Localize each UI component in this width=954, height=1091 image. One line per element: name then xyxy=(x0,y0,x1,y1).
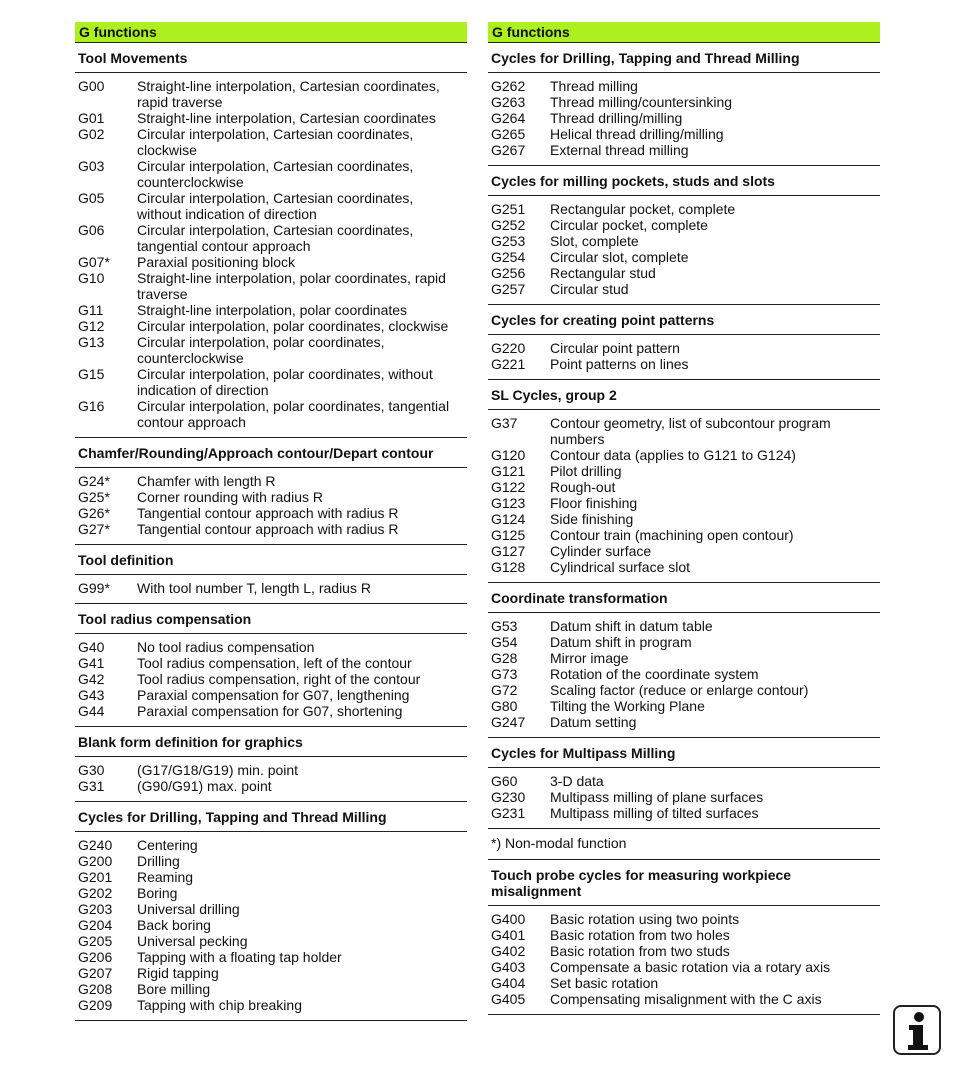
function-code: G230 xyxy=(491,789,526,805)
function-code: G40 xyxy=(78,639,105,655)
function-code: G251 xyxy=(491,201,526,217)
section-body xyxy=(75,757,467,802)
function-row xyxy=(75,110,467,126)
left-banner: G functions xyxy=(75,22,467,43)
function-description: Circular interpolation, Cartesian coordinates, tangential contour approach xyxy=(137,222,414,254)
function-code: G25* xyxy=(78,489,110,505)
function-row xyxy=(488,773,880,789)
function-description: Tapping with a floating tap holder xyxy=(137,949,342,965)
function-description: Compensating misalignment with the C axis xyxy=(550,991,822,1007)
function-row xyxy=(488,650,880,666)
function-row xyxy=(75,655,467,671)
footnote: *) Non-modal function xyxy=(488,829,880,860)
function-row xyxy=(488,618,880,634)
function-code: G31 xyxy=(78,778,105,794)
function-row xyxy=(488,110,880,126)
function-description: Circular interpolation, Cartesian coordinates, clockwise xyxy=(137,126,414,158)
function-description: Contour train (machining open contour) xyxy=(550,527,794,543)
function-description: Datum setting xyxy=(550,714,637,730)
function-description: Centering xyxy=(137,837,198,853)
function-description: Multipass milling of plane surfaces xyxy=(550,789,764,805)
function-row xyxy=(75,270,467,302)
function-row xyxy=(488,249,880,265)
function-row xyxy=(488,789,880,805)
function-description: Datum shift in datum table xyxy=(550,618,713,634)
function-code: G37 xyxy=(491,415,518,431)
function-description: No tool radius compensation xyxy=(137,639,315,655)
function-description: Rough-out xyxy=(550,479,616,495)
function-code: G221 xyxy=(491,356,526,372)
function-description: Contour data (applies to G121 to G124) xyxy=(550,447,796,463)
section-title: Tool radius compensation xyxy=(75,604,467,634)
function-row xyxy=(75,505,467,521)
function-description: Tool radius compensation, left of the contour xyxy=(137,655,412,671)
function-code: G209 xyxy=(78,997,113,1013)
function-code: G06 xyxy=(78,222,105,238)
function-description: Straight-line interpolation, polar coordinates xyxy=(137,302,408,318)
function-row xyxy=(75,853,467,869)
function-code: G01 xyxy=(78,110,105,126)
function-code: G73 xyxy=(491,666,518,682)
function-row xyxy=(488,666,880,682)
function-code: G202 xyxy=(78,885,113,901)
function-code: G247 xyxy=(491,714,526,730)
function-code: G72 xyxy=(491,682,518,698)
function-code: G265 xyxy=(491,126,526,142)
function-row xyxy=(75,762,467,778)
function-code: G201 xyxy=(78,869,113,885)
function-code: G15 xyxy=(78,366,105,382)
function-row xyxy=(488,356,880,372)
function-description: Helical thread drilling/milling xyxy=(550,126,724,142)
function-description: Circular interpolation, polar coordinates, without indication of direction xyxy=(137,366,433,398)
function-code: G401 xyxy=(491,927,526,943)
function-description: Circular pocket, complete xyxy=(550,217,708,233)
function-code: G206 xyxy=(78,949,113,965)
function-row xyxy=(75,366,467,398)
function-code: G07* xyxy=(78,254,110,270)
function-row xyxy=(488,634,880,650)
function-row xyxy=(75,521,467,537)
function-row xyxy=(75,126,467,158)
function-code: G264 xyxy=(491,110,526,126)
function-code: G99* xyxy=(78,580,110,596)
function-row xyxy=(488,805,880,821)
function-code: G00 xyxy=(78,78,105,94)
function-row xyxy=(75,997,467,1013)
function-row xyxy=(488,927,880,943)
function-row xyxy=(488,943,880,959)
function-description: Datum shift in program xyxy=(550,634,692,650)
section-body xyxy=(75,634,467,727)
function-description: Basic rotation from two holes xyxy=(550,927,730,943)
function-code: G257 xyxy=(491,281,526,297)
function-description: Basic rotation from two studs xyxy=(550,943,730,959)
function-description: Floor finishing xyxy=(550,495,638,511)
function-description: Compensate a basic rotation via a rotary axis xyxy=(550,959,831,975)
function-row xyxy=(488,975,880,991)
section-title: Touch probe cycles for measuring workpiece misalignment xyxy=(488,860,880,906)
info-icon xyxy=(893,1005,941,1055)
function-description: Thread drilling/milling xyxy=(550,110,683,126)
function-row xyxy=(488,415,880,447)
function-description: Universal drilling xyxy=(137,901,240,917)
function-row xyxy=(75,398,467,430)
function-code: G03 xyxy=(78,158,105,174)
function-row xyxy=(75,222,467,254)
function-description: Set basic rotation xyxy=(550,975,659,991)
function-code: G30 xyxy=(78,762,105,778)
function-code: G253 xyxy=(491,233,526,249)
function-description: Paraxial compensation for G07, shortening xyxy=(137,703,403,719)
function-code: G26* xyxy=(78,505,110,521)
function-code: G122 xyxy=(491,479,526,495)
touch-probe-section xyxy=(488,860,880,1015)
function-row xyxy=(75,254,467,270)
function-row xyxy=(488,447,880,463)
function-code: G127 xyxy=(491,543,526,559)
function-code: G16 xyxy=(78,398,105,414)
function-row xyxy=(75,473,467,489)
function-description: Tangential contour approach with radius R xyxy=(137,521,399,537)
function-description: Multipass milling of tilted surfaces xyxy=(550,805,759,821)
function-row xyxy=(75,334,467,366)
function-code: G44 xyxy=(78,703,105,719)
section-title: Cycles for milling pockets, studs and slots xyxy=(488,166,880,196)
function-description: Circular interpolation, polar coordinates, clockwise xyxy=(137,318,449,334)
function-code: G240 xyxy=(78,837,113,853)
function-description: Thread milling xyxy=(550,78,638,94)
function-description: Rotation of the coordinate system xyxy=(550,666,759,682)
function-code: G27* xyxy=(78,521,110,537)
section-title: Cycles for creating point patterns xyxy=(488,305,880,335)
function-code: G254 xyxy=(491,249,526,265)
function-row xyxy=(488,265,880,281)
section-title: Blank form definition for graphics xyxy=(75,727,467,757)
function-code: G262 xyxy=(491,78,526,94)
function-description: Tool radius compensation, right of the contour xyxy=(137,671,421,687)
function-code: G200 xyxy=(78,853,113,869)
function-row xyxy=(75,489,467,505)
function-code: G24* xyxy=(78,473,110,489)
function-description: Basic rotation using two points xyxy=(550,911,740,927)
section-body xyxy=(75,575,467,604)
function-code: G405 xyxy=(491,991,526,1007)
function-code: G02 xyxy=(78,126,105,142)
function-code: G220 xyxy=(491,340,526,356)
function-description: Corner rounding with radius R xyxy=(137,489,323,505)
function-row xyxy=(75,78,467,110)
section-title: Cycles for Drilling, Tapping and Thread Milling xyxy=(75,802,467,832)
function-code: G11 xyxy=(78,302,104,318)
right-sections xyxy=(488,43,880,829)
function-description: Circular point pattern xyxy=(550,340,680,356)
function-code: G13 xyxy=(78,334,105,350)
function-code: G12 xyxy=(78,318,105,334)
function-code: G267 xyxy=(491,142,526,158)
function-row xyxy=(488,911,880,927)
section-body xyxy=(488,335,880,380)
left-column xyxy=(75,22,467,1021)
function-row xyxy=(488,543,880,559)
function-code: G128 xyxy=(491,559,526,575)
function-row xyxy=(75,949,467,965)
function-description: With tool number T, length L, radius R xyxy=(137,580,371,596)
right-banner: G functions xyxy=(488,22,880,43)
section-body xyxy=(488,613,880,738)
section-title: Coordinate transformation xyxy=(488,583,880,613)
function-description: Contour geometry, list of subcontour program numbers xyxy=(550,415,831,447)
function-description: Cylindrical surface slot xyxy=(550,559,691,575)
function-description: Cylinder surface xyxy=(550,543,652,559)
function-row xyxy=(488,527,880,543)
section-title: Cycles for Drilling, Tapping and Thread Milling xyxy=(488,43,880,73)
section-body xyxy=(488,196,880,305)
function-description: Thread milling/countersinking xyxy=(550,94,733,110)
function-code: G263 xyxy=(491,94,526,110)
function-description: Slot, complete xyxy=(550,233,639,249)
function-description: (G17/G18/G19) min. point xyxy=(137,762,299,778)
function-row xyxy=(488,340,880,356)
function-row xyxy=(75,837,467,853)
function-description: Straight-line interpolation, polar coordinates, rapid traverse xyxy=(137,270,446,302)
function-description: Circular interpolation, Cartesian coordinates, without indication of direction xyxy=(137,190,414,222)
function-row xyxy=(75,580,467,596)
section-body xyxy=(75,73,467,438)
function-description: Rigid tapping xyxy=(137,965,219,981)
function-row xyxy=(488,698,880,714)
section-body xyxy=(75,468,467,545)
function-description: Pilot drilling xyxy=(550,463,622,479)
function-code: G403 xyxy=(491,959,526,975)
function-row xyxy=(75,981,467,997)
function-row xyxy=(488,495,880,511)
section-title: Cycles for Multipass Milling xyxy=(488,738,880,768)
section-body xyxy=(75,832,467,1021)
function-description: Circular interpolation, Cartesian coordinates, counterclockwise xyxy=(137,158,414,190)
function-row xyxy=(488,463,880,479)
function-description: Drilling xyxy=(137,853,180,869)
function-row xyxy=(488,78,880,94)
function-row xyxy=(488,142,880,158)
function-description: Rectangular pocket, complete xyxy=(550,201,736,217)
function-row xyxy=(75,671,467,687)
function-row xyxy=(488,281,880,297)
function-description: Universal pecking xyxy=(137,933,248,949)
function-description: Straight-line interpolation, Cartesian coordinates, rapid traverse xyxy=(137,78,440,110)
function-code: G203 xyxy=(78,901,113,917)
function-description: Circular slot, complete xyxy=(550,249,689,265)
function-code: G252 xyxy=(491,217,526,233)
function-row xyxy=(488,126,880,142)
function-code: G43 xyxy=(78,687,105,703)
function-row xyxy=(75,190,467,222)
function-row xyxy=(75,885,467,901)
function-row xyxy=(75,158,467,190)
function-description: Scaling factor (reduce or enlarge contour) xyxy=(550,682,809,698)
function-code: G121 xyxy=(491,463,526,479)
function-row xyxy=(75,318,467,334)
function-code: G54 xyxy=(491,634,518,650)
function-row xyxy=(75,703,467,719)
function-row xyxy=(488,682,880,698)
section-body xyxy=(488,906,880,1015)
function-description: Paraxial compensation for G07, lengthening xyxy=(137,687,410,703)
function-row xyxy=(488,94,880,110)
section-body xyxy=(488,768,880,829)
function-description: Tapping with chip breaking xyxy=(137,997,302,1013)
function-row xyxy=(488,959,880,975)
function-description: Mirror image xyxy=(550,650,629,666)
function-code: G42 xyxy=(78,671,105,687)
function-description: Tangential contour approach with radius R xyxy=(137,505,399,521)
function-description: Tilting the Working Plane xyxy=(550,698,705,714)
function-code: G120 xyxy=(491,447,526,463)
function-row xyxy=(488,991,880,1007)
function-description: Circular interpolation, polar coordinates, tangential contour approach xyxy=(137,398,450,430)
function-row xyxy=(488,714,880,730)
function-row xyxy=(75,901,467,917)
section-title: Tool Movements xyxy=(75,43,467,73)
function-code: G05 xyxy=(78,190,105,206)
section-body xyxy=(488,410,880,583)
function-code: G231 xyxy=(491,805,526,821)
function-row xyxy=(75,869,467,885)
function-code: G125 xyxy=(491,527,526,543)
function-row xyxy=(488,479,880,495)
section-title: Tool definition xyxy=(75,545,467,575)
function-description: External thread milling xyxy=(550,142,689,158)
function-row xyxy=(75,933,467,949)
function-description: Paraxial positioning block xyxy=(137,254,295,270)
function-description: Chamfer with length R xyxy=(137,473,276,489)
function-description: Circular interpolation, polar coordinates, counterclockwise xyxy=(137,334,385,366)
right-column xyxy=(488,22,880,1015)
function-code: G204 xyxy=(78,917,113,933)
function-description: Side finishing xyxy=(550,511,634,527)
function-description: Rectangular stud xyxy=(550,265,656,281)
function-row xyxy=(488,201,880,217)
function-code: G124 xyxy=(491,511,526,527)
function-description: Back boring xyxy=(137,917,211,933)
function-code: G53 xyxy=(491,618,518,634)
function-row xyxy=(75,917,467,933)
section-body xyxy=(488,73,880,166)
function-row xyxy=(75,639,467,655)
function-row xyxy=(75,302,467,318)
function-description: Boring xyxy=(137,885,178,901)
function-code: G402 xyxy=(491,943,526,959)
function-code: G208 xyxy=(78,981,113,997)
left-sections xyxy=(75,43,467,1021)
function-row xyxy=(488,559,880,575)
function-code: G205 xyxy=(78,933,113,949)
function-row xyxy=(488,217,880,233)
function-description: 3-D data xyxy=(550,773,604,789)
function-row xyxy=(488,511,880,527)
function-row xyxy=(75,778,467,794)
function-description: Point patterns on lines xyxy=(550,356,689,372)
function-code: G400 xyxy=(491,911,526,927)
function-description: (G90/G91) max. point xyxy=(137,778,272,794)
function-code: G123 xyxy=(491,495,526,511)
function-description: Straight-line interpolation, Cartesian coordinates xyxy=(137,110,436,126)
function-code: G10 xyxy=(78,270,105,286)
function-code: G207 xyxy=(78,965,113,981)
function-description: Bore milling xyxy=(137,981,211,997)
function-code: G28 xyxy=(491,650,518,666)
section-title: Chamfer/Rounding/Approach contour/Depart contour xyxy=(75,438,467,468)
function-description: Reaming xyxy=(137,869,194,885)
section-title: SL Cycles, group 2 xyxy=(488,380,880,410)
function-code: G41 xyxy=(78,655,105,671)
function-code: G80 xyxy=(491,698,518,714)
function-code: G256 xyxy=(491,265,526,281)
function-row xyxy=(488,233,880,249)
function-code: G404 xyxy=(491,975,526,991)
function-row xyxy=(75,965,467,981)
function-description: Circular stud xyxy=(550,281,629,297)
function-row xyxy=(75,687,467,703)
function-code: G60 xyxy=(491,773,518,789)
